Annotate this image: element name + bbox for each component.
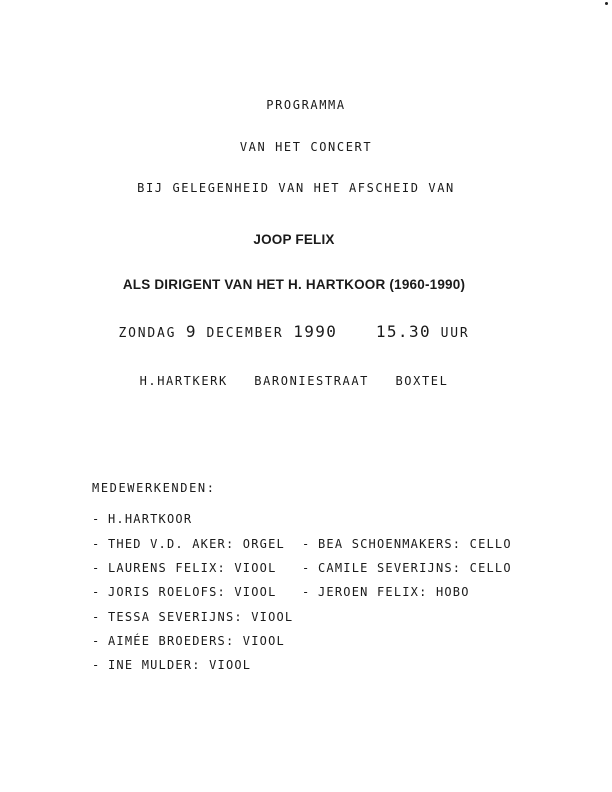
participant-name: TESSA SEVERIJNS: VIOOL: [108, 610, 294, 624]
participant-name: CAMILE SEVERIJNS: CELLO: [318, 561, 512, 575]
event-year: 1990: [293, 322, 338, 341]
event-time-unit: UUR: [440, 326, 470, 341]
participant-name: JORIS ROELOFS: VIOOL: [108, 585, 277, 599]
bullet-dash: -: [92, 610, 101, 624]
scan-speck: [605, 2, 608, 5]
list-item: [302, 585, 470, 599]
bullet-dash: -: [92, 537, 101, 551]
honoree-name: JOOP FELIX: [253, 232, 335, 247]
bullet-dash: -: [92, 585, 101, 599]
event-month: DECEMBER: [206, 326, 284, 341]
participant-name: H.HARTKOOR: [108, 512, 193, 526]
participant-name: INE MULDER: VIOOL: [108, 658, 252, 672]
program-title: PROGRAMMA: [266, 98, 346, 112]
event-day: ZONDAG: [118, 326, 177, 341]
participant-name: JEROEN FELIX: HOBO: [318, 585, 470, 599]
bullet-dash: -: [302, 585, 311, 599]
list-item: [92, 512, 192, 526]
event-location: H.HARTKERK BARONIESTRAAT BOXTEL: [139, 374, 449, 388]
concert-line: VAN HET CONCERT: [239, 140, 373, 154]
honoree-role: ALS DIRIGENT VAN HET H. HARTKOOR (1960-1990): [122, 277, 466, 292]
list-item: [92, 658, 251, 672]
list-item: [92, 634, 285, 648]
participant-name: BEA SCHOENMAKERS: CELLO: [318, 537, 512, 551]
list-item: [92, 585, 277, 599]
bullet-dash: -: [92, 658, 101, 672]
bullet-dash: -: [302, 561, 311, 575]
participants-heading: MEDEWERKENDEN:: [92, 481, 216, 495]
list-item: [302, 537, 512, 551]
participant-name: AIMÉE BROEDERS: VIOOL: [108, 634, 285, 648]
bullet-dash: -: [92, 561, 101, 575]
occasion-line: BIJ GELEGENHEID VAN HET AFSCHEID VAN: [137, 181, 455, 195]
event-date-number: 9: [185, 322, 197, 341]
bullet-dash: -: [92, 634, 101, 648]
list-item: [92, 561, 277, 575]
participant-name: THED V.D. AKER: ORGEL: [108, 537, 285, 551]
event-date: [0, 322, 600, 341]
bullet-dash: -: [302, 537, 311, 551]
event-time: 15.30: [375, 322, 432, 341]
participant-name: LAURENS FELIX: VIOOL: [108, 561, 277, 575]
list-item: [92, 537, 285, 551]
bullet-dash: -: [92, 512, 101, 526]
list-item: [302, 561, 512, 575]
list-item: [92, 610, 293, 624]
